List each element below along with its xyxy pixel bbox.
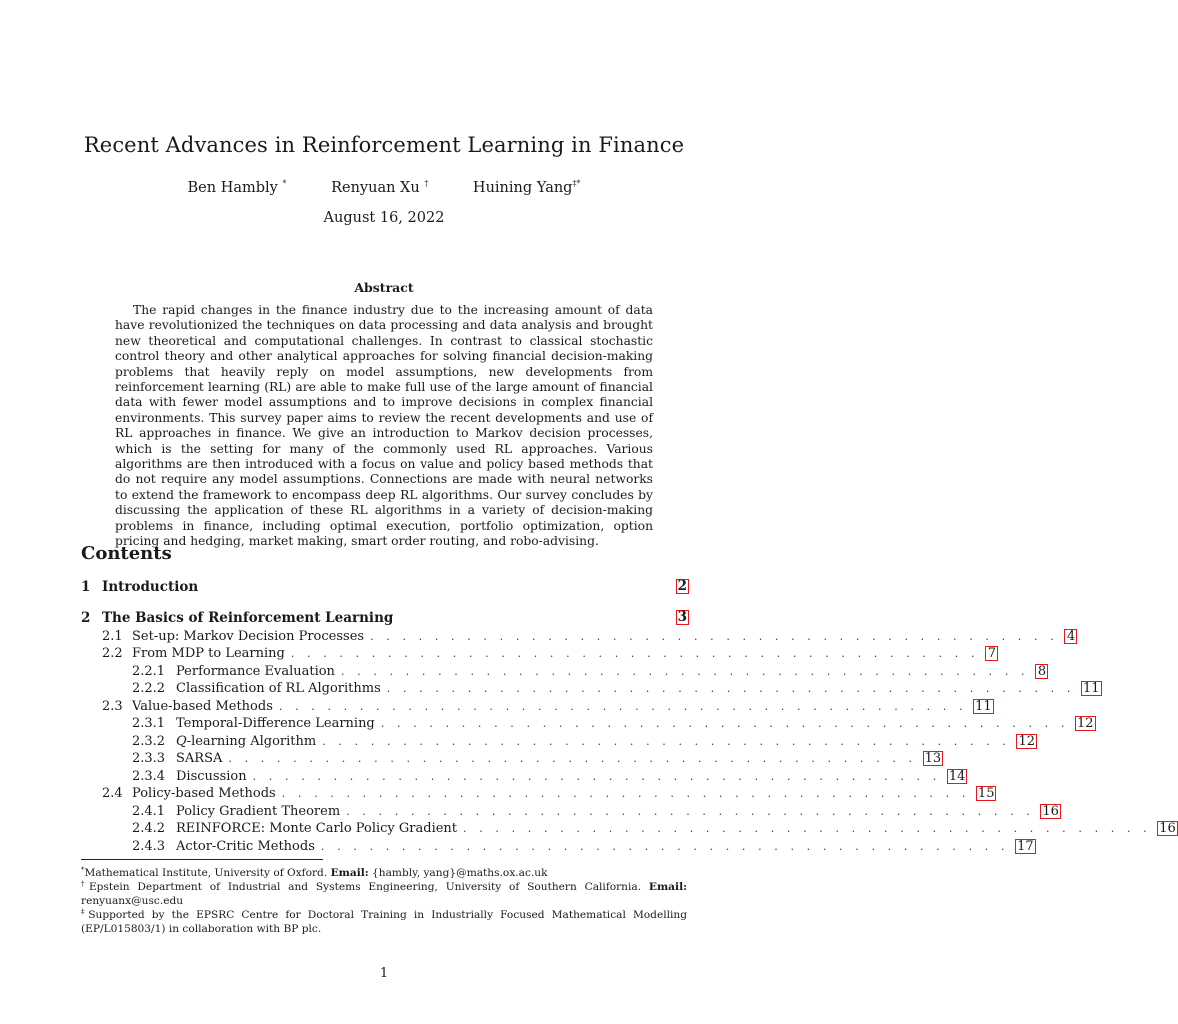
footnote-rule [81, 859, 323, 860]
toc-page-link[interactable]: 16 [1042, 804, 1059, 819]
toc-entry[interactable] [81, 628, 1076, 645]
toc-section-title: REINFORCE: Monte Carlo Policy Gradient [176, 821, 458, 836]
toc-section-title: From MDP to Learning [132, 646, 285, 661]
toc-entry[interactable] [81, 785, 995, 802]
toc-section-title: The Basics of Reinforcement Learning [102, 609, 394, 626]
toc-section-number: 2.3.4 [132, 769, 166, 784]
toc-entry[interactable] [81, 698, 992, 715]
toc-page-link[interactable]: 3 [677, 609, 687, 625]
toc-entry[interactable] [81, 838, 1034, 855]
toc-entry[interactable] [81, 578, 689, 595]
toc-entry[interactable] [81, 715, 1094, 732]
toc-section-title: Performance Evaluation [176, 664, 335, 679]
author-name: Renyuan Xu [331, 180, 420, 196]
footnote [81, 878, 687, 909]
page-number: 1 [379, 966, 389, 981]
author [331, 179, 428, 196]
toc-entry[interactable] [81, 768, 966, 785]
toc-section-number: 1 [81, 578, 91, 595]
toc-page-link[interactable]: 11 [1082, 681, 1100, 696]
toc-section-title: Classification of RL Algorithms [176, 681, 381, 696]
toc-page-link[interactable]: 8 [1035, 664, 1048, 679]
toc-page-link[interactable]: 14 [948, 769, 966, 784]
toc-section-number: 2.4.1 [132, 804, 166, 819]
footnote [81, 906, 687, 937]
footnote-text: Mathematical Institute, University of Oxford. [84, 867, 328, 879]
toc-section-number: 2.2 [102, 646, 123, 661]
toc-section-title: Value-based Methods [132, 699, 273, 714]
toc-page-link[interactable]: 13 [924, 751, 942, 766]
toc-leader-dots: . . . . . . . . . . . . . . . . . . . . . . . . . . . . . . . . . . . . . . . . . . . [340, 665, 1030, 678]
toc-section-title: Policy-based Methods [132, 786, 276, 801]
footnote-mark: * [81, 866, 85, 874]
author-list [0, 179, 768, 196]
toc-leader-dots: . . . . . . . . . . . . . . . . . . . . . . . . . . . . . . . . . . . . . . . . . . . [463, 822, 1152, 835]
toc-leader-dots: . . . . . . . . . . . . . . . . . . . . . . . . . . . . . . . . . . . . . . . . . . . [380, 717, 1069, 730]
toc-page-link[interactable]: 4 [1064, 629, 1077, 644]
toc-page-link[interactable]: 12 [1076, 716, 1094, 731]
toc-leader-dots: . . . . . . . . . . . . . . . . . . . . . . . . . . . . . . . . . . . . . . . . . . . [386, 682, 1075, 695]
footnote-mark: † [81, 880, 89, 888]
toc-page-link[interactable]: 16 [1159, 821, 1176, 836]
toc-entry[interactable] [81, 733, 1035, 750]
toc-entry[interactable] [81, 820, 1176, 837]
toc-section-number: 2.3.3 [132, 751, 166, 766]
footnote-email[interactable]: renyuanx@usc.edu [81, 894, 184, 907]
author [188, 179, 287, 196]
toc-page-link[interactable]: 7 [985, 646, 998, 661]
toc-section-title: Policy Gradient Theorem [176, 804, 341, 819]
toc-section-title: Q-learning Algorithm [176, 734, 317, 749]
toc-entry[interactable] [81, 750, 942, 767]
author-name: Huining Yang [472, 180, 573, 196]
toc-leader-dots: . . . . . . . . . . . . . . . . . . . . . . . . . . . . . . . . . . . . . . . . . . . [278, 700, 968, 713]
toc-section-title: Discussion [176, 769, 247, 784]
toc-section-title: Introduction [102, 578, 199, 595]
author-footnote-mark[interactable]: ‡* [572, 179, 581, 188]
toc-leader-dots: . . . . . . . . . . . . . . . . . . . . . . . . . . . . . . . . . . . . . . . . . . . [228, 752, 917, 765]
toc-entry[interactable] [81, 680, 1100, 697]
footnote-email[interactable]: {hambly, yang}@maths.ox.ac.uk [372, 867, 548, 879]
abstract-heading: Abstract [354, 280, 414, 295]
toc-section-number: 2 [81, 609, 91, 626]
toc-section-title: SARSA [176, 751, 223, 766]
toc-page-link[interactable]: 2 [677, 578, 687, 594]
toc-leader-dots: . . . . . . . . . . . . . . . . . . . . . . . . . . . . . . . . . . . . . . . . . . . [320, 840, 1010, 853]
toc-section-number: 2.4.2 [132, 821, 166, 836]
toc-page-link[interactable]: 11 [975, 699, 992, 714]
footnote-email-label: Email: [330, 867, 369, 879]
toc-section-title: Temporal-Difference Learning [176, 716, 375, 731]
toc-section-number: 2.2.2 [132, 681, 166, 696]
toc-section-number: 2.2.1 [132, 664, 166, 679]
toc-entry[interactable] [81, 609, 689, 626]
toc-leader-dots: . . . . . . . . . . . . . . . . . . . . . . . . . . . . . . . . . . . . . . . . . . . [281, 787, 970, 800]
author-footnote-mark[interactable]: † [424, 179, 429, 188]
toc-entry[interactable] [81, 803, 1059, 820]
author-name: Ben Hambly [187, 180, 278, 196]
toc-leader-dots: . . . . . . . . . . . . . . . . . . . . . . . . . . . . . . . . . . . . . . . . . . . [252, 770, 941, 783]
toc-section-number: 2.3.1 [132, 716, 166, 731]
toc-section-number: 2.1 [102, 629, 123, 644]
toc-section-number: 2.4.3 [132, 839, 166, 854]
toc-leader-dots: . . . . . . . . . . . . . . . . . . . . . . . . . . . . . . . . . . . . . . . . . . . [322, 735, 1011, 748]
footnote-mark: ‡ [81, 908, 89, 916]
footnote-email-label: Email: [648, 881, 687, 893]
toc-entry[interactable] [81, 645, 997, 662]
toc-section-title: Actor-Critic Methods [176, 839, 315, 854]
contents-heading: Contents [81, 543, 172, 564]
author-footnote-mark[interactable]: * [282, 179, 287, 188]
toc-leader-dots: . . . . . . . . . . . . . . . . . . . . . . . . . . . . . . . . . . . . . . . . . . . [290, 647, 980, 660]
paper-title: Recent Advances in Reinforcement Learning in Finance [83, 133, 685, 157]
toc-section-number: 2.3.2 [132, 734, 166, 749]
footnote-text: Supported by the EPSRC Centre for Doctoral Training in Industrially Focused Mathematical Modelling (EP/L015803/1) in collaboration with BP plc. [81, 909, 687, 935]
toc-leader-dots: . . . . . . . . . . . . . . . . . . . . . . . . . . . . . . . . . . . . . . . . . . . [346, 805, 1035, 818]
toc-leader-dots: . . . . . . . . . . . . . . . . . . . . . . . . . . . . . . . . . . . . . . . . . . . [370, 630, 1059, 643]
author [473, 179, 581, 196]
toc-entry[interactable] [81, 663, 1047, 680]
toc-section-title: Set-up: Markov Decision Processes [132, 629, 365, 644]
toc-page-link[interactable]: 17 [1017, 839, 1034, 854]
abstract-text: The rapid changes in the finance industry due to the increasing amount of data have revolutionized the techniques on data processing and data analysis and brought new theoretical and computational challenges. In contrast to classical stochastic control theory and other analytical approaches for solving financial decision-making problems that heavily reply on model assumptions, new developments from reinforcement learning (RL) are able to make full use of the large amount of financial data with fewer model assumptions and to improve decisions in complex financial environments. This survey paper aims to review the recent developments and use of RL approaches in finance. We give an introduction to Markov decision processes, which is the setting for many of the commonly used RL approaches. Various algorithms are then introduced with a focus on value and policy based methods that do not require any model assumptions. Connections are made with neural networks to extend the framework to encompass deep RL algorithms. Our survey concludes by discussing the application of these RL algorithms in a variety of decision-making problems in finance, including optimal execution, portfolio optimization, option pricing and hedging, market making, smart order routing, and robo-advising. [115, 303, 653, 549]
paper-date: August 16, 2022 [323, 210, 445, 226]
toc-section-number: 2.4 [102, 786, 123, 801]
footnote-text: Epstein Department of Industrial and Systems Engineering, University of Southern California. [88, 881, 642, 893]
toc-section-number: 2.3 [102, 699, 123, 714]
toc-page-link[interactable]: 12 [1018, 734, 1035, 749]
toc-page-link[interactable]: 15 [977, 786, 995, 801]
